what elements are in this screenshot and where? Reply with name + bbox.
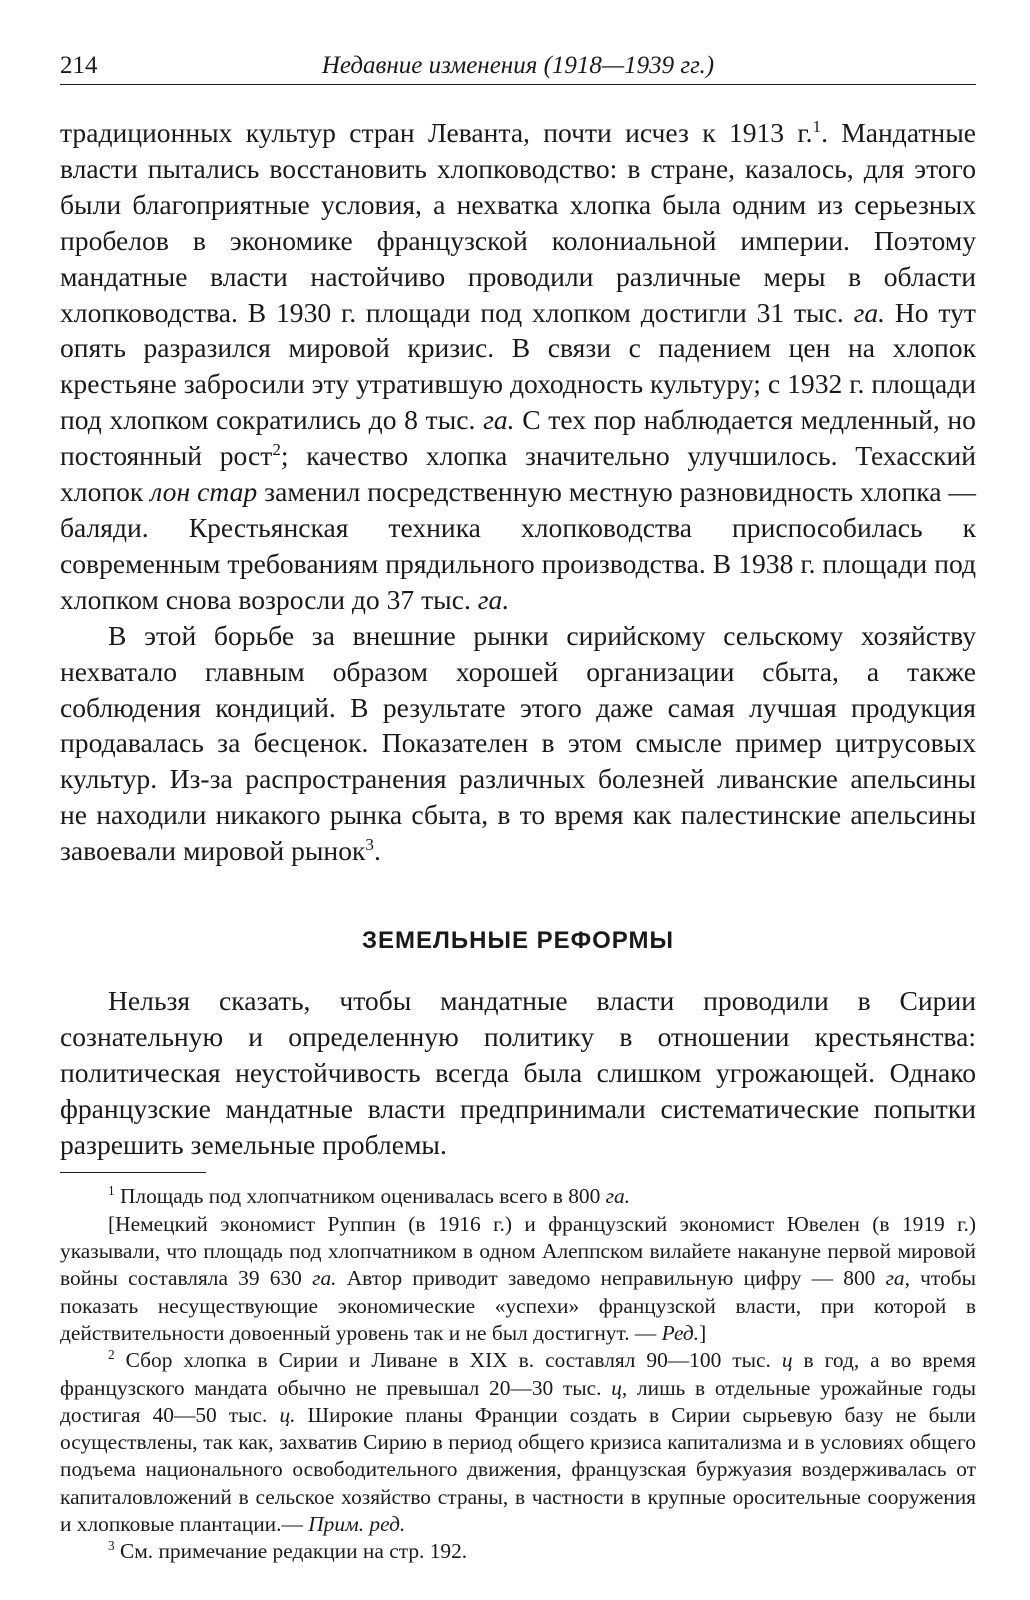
running-title: Недавние изменения (1918—1939 гг.) — [321, 52, 715, 79]
text-run: В этой борьбе за внешние рынки сирийскому сельскому хозяйству нехватало главным образом хорошей организации сбыта, а также соблюдения кондиций. В результате этого даже самая лучшая продукция продавалась за бесценок. Показателен в этом смысле пример цитрусовых культур. Из-за распространения различных болезней ливанские апельсины не находили никакого рынка сбыта, в то время как палестинские апельсины завоевали мировой рынок — [60, 619, 976, 867]
unit-ha: га. — [483, 404, 515, 436]
footnote-3 — [60, 1538, 976, 1565]
unit-quintal: ц, — [611, 1375, 628, 1400]
section-heading: ЗЕМЕЛЬНЫЕ РЕФОРМЫ — [362, 927, 674, 955]
text-run: традиционных культур стран Леванта, почти исчез к 1913 г. — [60, 117, 813, 148]
text-run: чтобы показать несуществующие экономические «успехи» французской власти, при которой в действительности довоенный уровень так и не был достигнут. — — [60, 1266, 976, 1345]
text-run: заменил посредственную местную разновидность хлопка — баляди. Крестьянская техника хлопководства приспособилась к современным требованиям прядильного производства. В 1938 г. площади под хлопком снова возросли до 37 тыс. — [60, 476, 976, 615]
text-run: ] — [699, 1320, 707, 1345]
footnote-ref-2: 2 — [272, 439, 281, 459]
text-run: См. примечание редакции на стр. 192. — [119, 1539, 468, 1564]
footnote-ref-1: 1 — [812, 116, 822, 136]
main-text — [60, 115, 976, 1162]
unit-quintal: ц — [781, 1348, 793, 1373]
book-page — [60, 52, 976, 1566]
paragraph-cotton — [60, 115, 976, 618]
footnote-mark: 2 — [108, 1347, 115, 1363]
unit-ha: га, — [885, 1266, 910, 1291]
text-run: Сбор хлопка в Сирии и Ливане в XIX в. составлял 90—100 тыс. — [125, 1348, 771, 1373]
text-run: [Немецкий экономист Руппин (в 1916 г.) и французский экономист Ювелен (в 1919 г.) указывали, что площадь под хлопчатником в одном Алеппском вилайете накануне первой мировой войны составляла 39 630 — [60, 1211, 976, 1291]
text-run: Но тут опять разразился мировой кризис. В связи с падением цен на хлопок крестьяне забросили эту утратившую доходность культуру; с 1932 г. площади под хлопком сократились до 8 тыс. — [60, 296, 976, 436]
footnote-divider — [60, 1172, 206, 1173]
text-run: . — [373, 835, 381, 867]
cotton-variety: лон стар — [150, 476, 258, 508]
footnote-2 — [60, 1347, 976, 1538]
unit-ha: га. — [477, 583, 510, 615]
paragraph-markets — [60, 618, 976, 869]
editor-attribution: Ред. — [661, 1320, 700, 1345]
unit-ha: га. — [605, 1184, 631, 1209]
unit-ha: га. — [312, 1266, 337, 1291]
paragraph-reforms: Нельзя сказать, чтобы мандатные власти проводили в Сирии сознательную и определенную политику в отношении крестьянства: политическая неустойчивость всегда была слишком угрожающей. Однако французские мандатные власти предпринимали систематические попытки разрешить земельные проблемы. — [60, 984, 976, 1160]
page-header — [60, 52, 976, 85]
text-run: лишь в отдельные урожайные годы достигая 40—50 тыс. — [60, 1375, 977, 1427]
editor-attribution: Прим. ред. — [308, 1512, 406, 1537]
text-run: в год, а во время французского мандата обычно не превышал 20—30 тыс. — [60, 1348, 976, 1400]
text-run: . Мандатные власти пытались восстановить хлопководство: в стране, казалось, для этого были благоприятные условия, а нехватка хлопка была одним из серьезных пробелов в экономике французской колониальной империи. Поэтому мандатные власти настойчиво проводили различные меры в области хлопководства. В 1930 г. площади под хлопком достигли 31 тыс. — [60, 117, 976, 328]
text-run: ; качество хлопка значительно улучшилось. Техасский хлопок — [60, 440, 977, 508]
unit-ha: га. — [853, 296, 886, 328]
unit-quintal: ц. — [279, 1402, 296, 1427]
footnote-mark: 1 — [108, 1183, 115, 1199]
text-run: Автор приводит заведомо неправильную цифру — 800 — [346, 1266, 876, 1291]
footnote-ref-3: 3 — [365, 834, 374, 854]
footnote-1 — [60, 1183, 976, 1210]
footnote-mark: 3 — [108, 1538, 115, 1554]
footnotes — [60, 1183, 976, 1565]
text-run: Широкие планы Франции создать в Сирии сырьевую базу не были осуществлены, так как, захватив Сирию в период общего кризиса капитализма и в условиях общего подъема национального освободительного движения, французская буржуазия воздерживалась от капиталовложений в сельское хозяйство страны, в частности в крупные оросительные сооружения и хлопковые плантации.— — [60, 1402, 976, 1537]
footnote-1-editor-note — [60, 1211, 976, 1347]
text-run: Площадь под хлопчатником оценивалась всего в 800 — [119, 1184, 601, 1209]
page-number: 214 — [60, 52, 98, 79]
text-run: С тех пор наблюдается медленный, но постоянный рост — [60, 404, 976, 472]
